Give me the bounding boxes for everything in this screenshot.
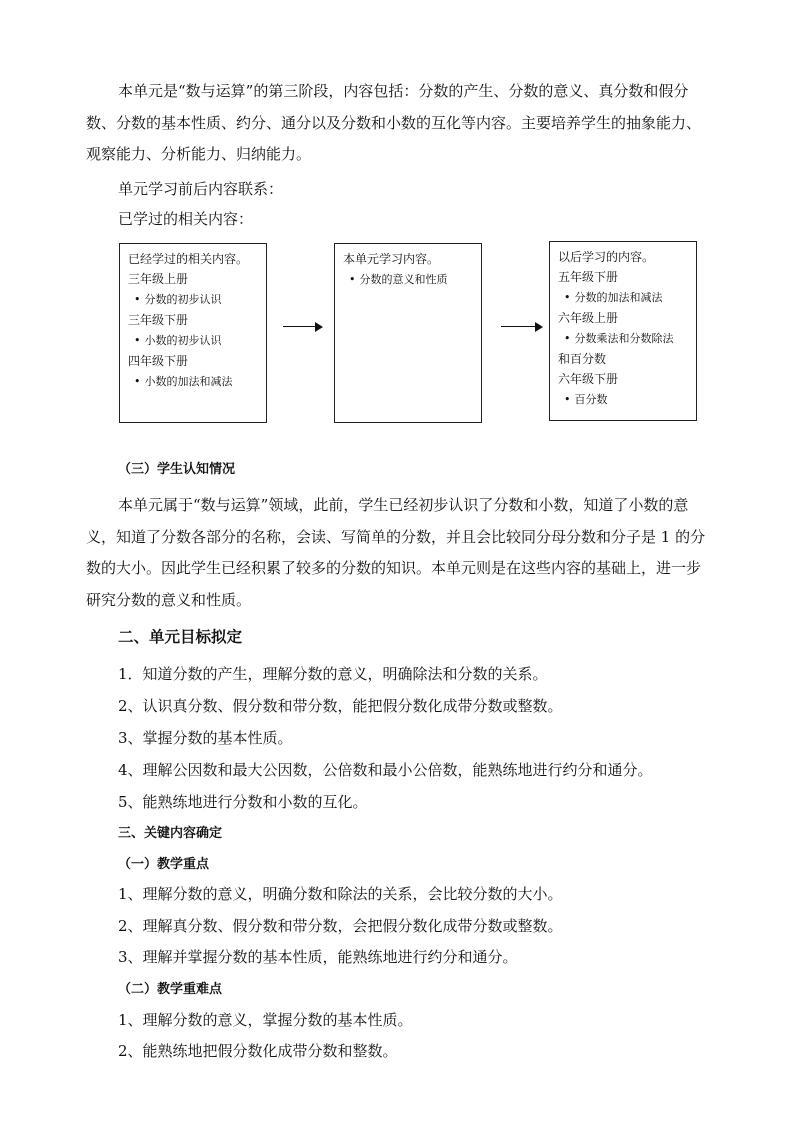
bullet-icon: • bbox=[349, 273, 356, 286]
relation-label: 单元学习前后内容联系： bbox=[118, 180, 284, 198]
intro-paragraph: 本单元是“数与运算”的第三阶段，内容包括：分数的产生、分数的意义、真分数和假分数、分数的基本性质、约分、通分以及分数和小数的互化等内容。主要培养学生的抽象能力、观察能力、分析能力、归纳能力。 bbox=[86, 82, 702, 163]
bullet-item: • 小数的初步认识 bbox=[134, 334, 222, 347]
grade-label: 四年级下册 bbox=[128, 354, 189, 368]
grade-label: 三年级上册 bbox=[128, 272, 189, 286]
future-content-box bbox=[549, 241, 697, 421]
difficulty-item: 1、理解分数的意义，掌握分数的基本性质。 bbox=[118, 1011, 413, 1029]
bullet-item: • 小数的加法和减法 bbox=[134, 375, 233, 388]
focus-item: 1、理解分数的意义，明确分数和除法的关系，会比较分数的大小。 bbox=[118, 885, 563, 903]
grade-label: 六年级下册 bbox=[558, 372, 619, 386]
focus-item: 2、理解真分数、假分数和带分数，会把假分数化成带分数或整数。 bbox=[118, 917, 563, 935]
bullet-icon: • bbox=[564, 332, 571, 345]
bullet-item: • 分数乘法和分数除法 bbox=[564, 332, 674, 345]
bullet-icon: • bbox=[564, 393, 571, 406]
bullet-item: • 百分数 bbox=[564, 393, 608, 406]
current-box-title: 本单元学习内容。 bbox=[343, 252, 440, 266]
focus-heading: （一）教学重点 bbox=[118, 857, 210, 872]
arrow-right-icon bbox=[283, 321, 323, 333]
learned-label: 已学过的相关内容： bbox=[118, 210, 254, 228]
grade-label: 三年级下册 bbox=[128, 313, 189, 327]
goals-heading: 二、单元目标拟定 bbox=[118, 627, 243, 646]
bullet-icon: • bbox=[134, 375, 141, 388]
grade-label: 六年级上册 bbox=[558, 311, 619, 325]
bullet-item: • 分数的加法和减法 bbox=[564, 291, 663, 304]
goal-item: 3、掌握分数的基本性质。 bbox=[118, 729, 293, 747]
cognition-paragraph: 本单元属于“数与运算”领域，此前，学生已经初步认识了分数和小数，知道了小数的意义，知道了分数各部分的名称，会读、写简单的分数，并且会比较同分母分数和分子是 1 的分数的大小。因此学生已经积累了较多的分数的知识。本单元则是在这些内容的基础上，进一步研究分数的意义和性质。 bbox=[86, 496, 706, 609]
bullet-item: • 分数的初步认识 bbox=[134, 293, 222, 306]
goal-item: 4、理解公因数和最大公因数，公倍数和最小公倍数，能熟练地进行约分和通分。 bbox=[118, 761, 653, 779]
future-box-title: 以后学习的内容。 bbox=[558, 250, 655, 264]
bullet-icon: • bbox=[134, 334, 141, 347]
grade-label: 五年级下册 bbox=[558, 270, 619, 284]
grade-label: 和百分数 bbox=[558, 352, 607, 366]
difficulty-heading: （二）教学重难点 bbox=[118, 982, 223, 997]
goal-item: 1．知道分数的产生，理解分数的意义，明确除法和分数的关系。 bbox=[118, 665, 548, 683]
goal-item: 5、能熟练地进行分数和小数的互化。 bbox=[118, 793, 368, 811]
prior-content-box bbox=[119, 243, 267, 423]
arrow-right-icon bbox=[501, 321, 543, 333]
bullet-item: • 分数的意义和性质 bbox=[349, 273, 448, 286]
key-content-heading: 三、关键内容确定 bbox=[118, 826, 223, 841]
difficulty-item: 2、能熟练地把假分数化成带分数和整数。 bbox=[118, 1042, 398, 1060]
bullet-icon: • bbox=[564, 291, 571, 304]
cognition-heading: （三）学生认知情况 bbox=[118, 462, 236, 477]
focus-item: 3、理解并掌握分数的基本性质，能熟练地进行约分和通分。 bbox=[118, 948, 518, 966]
prior-box-title: 已经学过的相关内容。 bbox=[128, 252, 249, 266]
bullet-icon: • bbox=[134, 293, 141, 306]
goal-item: 2、认识真分数、假分数和带分数，能把假分数化成带分数或整数。 bbox=[118, 697, 563, 715]
current-content-box bbox=[334, 243, 482, 423]
